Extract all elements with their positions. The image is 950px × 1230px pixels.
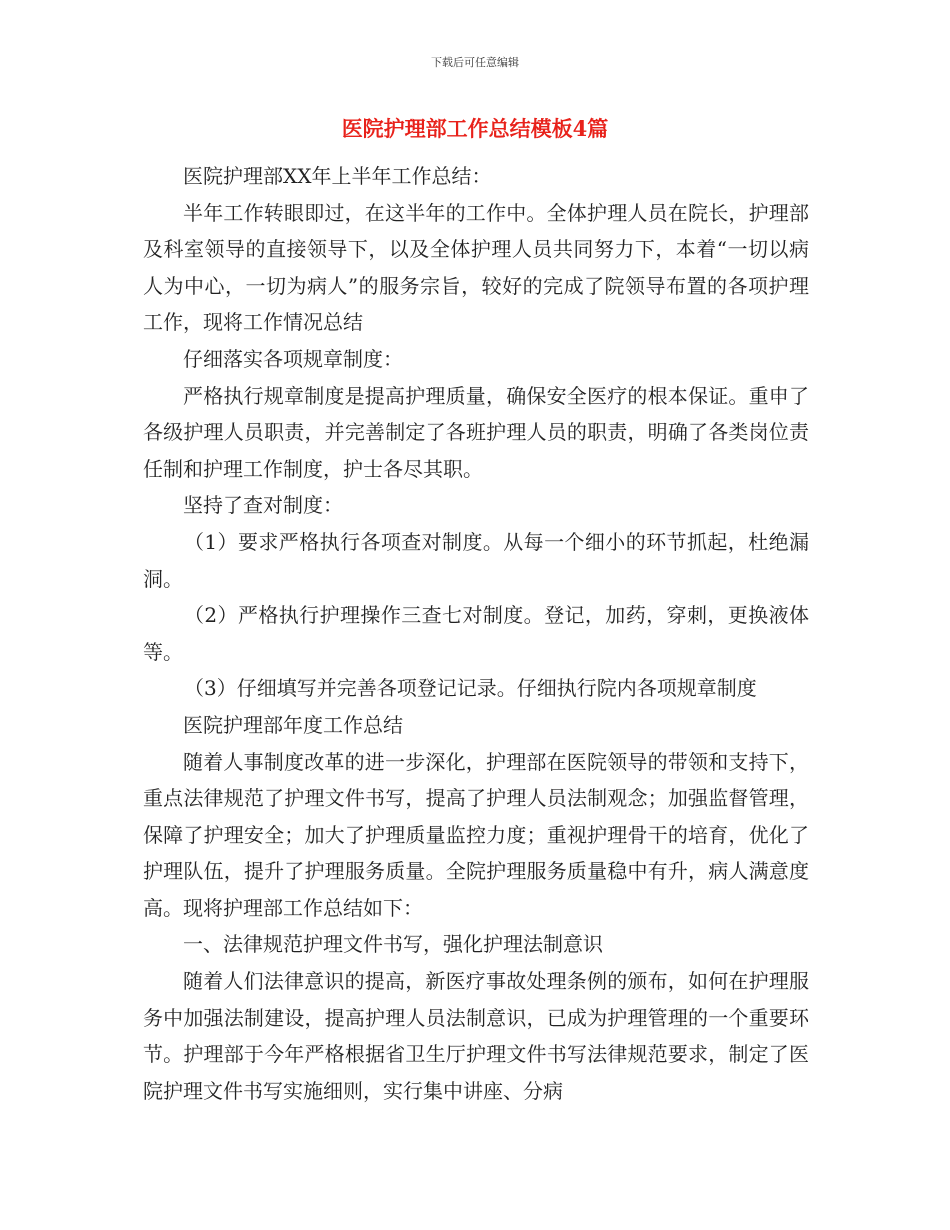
paragraph-check-item-3: （3）仔细填写并完善各项登记记录。仔细执行院内各项规章制度 — [184, 676, 757, 701]
paragraph-section-1: 随着人们法律意识的提高，新医疗事故处理条例的颁布，如何在护理服务中加强法制建设，提高护理人员法制意识，已成为护理管理的一个重要环节。护理部于今年严格根据省卫生厅护理文件书写法律规范要求，制定了医院护理文件书写实施细则，实行集中讲座、分病 — [143, 969, 809, 1103]
paragraph-rules-heading: 仔细落实各项规章制度： — [183, 346, 403, 371]
paragraph-summary: 半年工作转眼即过，在这半年的工作中。全体护理人员在院长，护理部及科室领导的直接领导下，以及全体护理人员共同努力下，本着“一切以病人为中心，一切为病人”的服务宗旨，较好的完成了院领导布置的各项护理工作，现将工作情况总结 — [143, 200, 809, 335]
paragraph-check-heading: 坚持了查对制度： — [183, 493, 343, 518]
paragraph-section-1-heading: 一、法律规范护理文件书写，强化护理法制意识 — [183, 932, 603, 957]
paragraph-annual-summary: 随着人事制度改革的进一步深化，护理部在医院领导的带领和支持下，重点法律规范了护理文件书写，提高了护理人员法制观念；加强监督管理，保障了护理安全；加大了护理质量监控力度；重视护理骨干的培育，优化了护理队伍，提升了护理服务质量。全院护理服务质量稳中有升，病人满意度高。现将护理部工作总结如下： — [143, 749, 809, 920]
paragraph-annual-heading: 医院护理部年度工作总结 — [183, 712, 403, 737]
paragraph-check-item-2: （2）严格执行护理操作三查七对制度。登记，加药，穿刺，更换液体等。 — [143, 603, 809, 664]
paragraph-rules: 严格执行规章制度是提高护理质量，确保安全医疗的根本保证。重申了各级护理人员职责，并完善制定了各班护理人员的职责，明确了各类岗位责任制和护理工作制度，护士各尽其职。 — [143, 383, 809, 481]
header-note: 下载后可任意编辑 — [431, 56, 519, 69]
document-title: 医院护理部工作总结模板4篇 — [341, 116, 609, 141]
document-body — [143, 158, 809, 1109]
paragraph-check-item-1: （1）要求严格执行各项查对制度。从每一个细小的环节抓起，杜绝漏洞。 — [143, 529, 809, 591]
paragraph-intro-heading: 医院护理部XX年上半年工作总结： — [183, 164, 492, 188]
